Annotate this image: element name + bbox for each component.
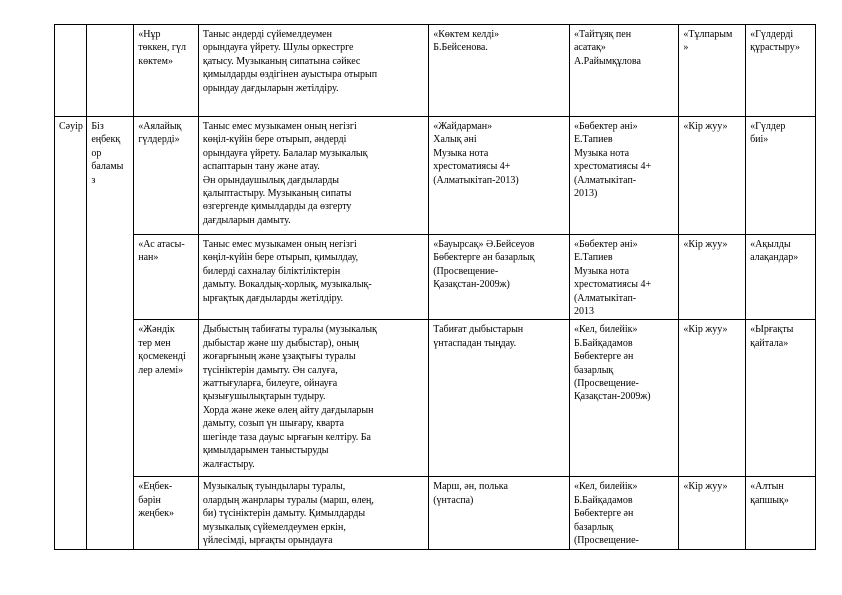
table-row: [55, 117, 816, 235]
table-row: [55, 25, 816, 117]
topic-cell: Біз еңбекқ ор баламы з: [87, 117, 134, 550]
game-cell: «Кір жуу»: [679, 235, 746, 320]
listening-cell: «Бауырсақ» Ә.Бейсеуов Бөбектерге ән базарлық (Просвещение- Қазақстан-2009ж): [429, 235, 570, 320]
listening-cell: «Көктем келді» Б.Бейсенова.: [429, 25, 570, 117]
month-cell: [55, 25, 87, 117]
listening-cell: Табиғат дыбыстарын үнтаспадан тыңдау.: [429, 320, 570, 477]
game-cell: «Кір жуу»: [679, 477, 746, 550]
singing-cell: «Бөбектер әні» Е.Тапиев Музыка нота хрестоматиясы 4+ (Алматыкітап- 2013: [569, 235, 678, 320]
dance-cell: «Ырғақты қайтала»: [746, 320, 816, 477]
subtopic-cell: «Аялайық гүлдерді»: [134, 117, 199, 235]
dance-cell: «Гүлдер биі»: [746, 117, 816, 235]
content-cell: Музыкалық туындылары туралы, олардың жанрлары туралы (марш, өлең, би) түсініктерін дамыту. Қимылдарды музыкалық сүйемелдеумен еркін, үйлесімді, ырғақты орындауға: [198, 477, 428, 550]
subtopic-cell: «Жәндік тер мен қосмекенді лер әлемі»: [134, 320, 199, 477]
content-cell: Дыбыстың табиғаты туралы (музыкалық дыбыстар және шу дыбыстар), оның жоғарғының және ұзақтығы туралы түсініктерін дамыту. Ән салуға, жаттығуларға, билеуге, ойнауға қызығушылықтарын тудыру. Хорда және жеке өлең айту дағдыларын дамыту, созып үн шығару, кварта шегінде таза дауыс ырғағын келтіру. Ба қимылдарымен таныстыруды жалғастыру.: [198, 320, 428, 477]
table-row: [55, 320, 816, 477]
game-cell: «Тұлпарым »: [679, 25, 746, 117]
game-cell: «Кір жуу»: [679, 117, 746, 235]
table-row: [55, 477, 816, 550]
dance-cell: «Алтын қапшық»: [746, 477, 816, 550]
subtopic-cell: «Нұр төккен, гүл көктем»: [134, 25, 199, 117]
listening-cell: «Жайдарман» Халық әні Музыка нота хрестоматиясы 4+ (Алматыкітап-2013): [429, 117, 570, 235]
content-cell: Таныс емес музыкамен оның негізгі көңіл-күйін бере отырып, қимылдау, билерді сахналау біліктіліктерін дамыту. Вокалдық-хорлық, музыкалық- ырғақтық дағдыларды жетілдіру.: [198, 235, 428, 320]
singing-cell: «Кел, билейік» Б.Байқадамов Бөбектерге ән базарлық (Просвещение-: [569, 477, 678, 550]
topic-cell: [87, 25, 134, 117]
singing-cell: «Кел, билейік» Б.Байқадамов Бөбектерге ән базарлық (Просвещение- Қазақстан-2009ж): [569, 320, 678, 477]
dance-cell: «Ақылды алақандар»: [746, 235, 816, 320]
subtopic-cell: «Ас атасы- нан»: [134, 235, 199, 320]
listening-cell: Марш, ән, полька (үнтаспа): [429, 477, 570, 550]
month-cell: Сәуір: [55, 117, 87, 550]
content-cell: Таныс әндерді сүйемелдеумен орындауға үйрету. Шулы оркестрге қатысу. Музыканың сипатына сәйкес қимылдарды өздігінен ауыстыра отырып орындау дағдыларын жетілдіру.: [198, 25, 428, 117]
lesson-plan-table: [54, 24, 816, 550]
dance-cell: «Гүлдерді құрастыру»: [746, 25, 816, 117]
subtopic-cell: «Еңбек- бәрін жеңбек»: [134, 477, 199, 550]
content-cell: Таныс емес музыкамен оның негізгі көңіл-күйін бере отырып, әндерді орындауға үйрету. Балалар музыкалық аспаптарын тану және атау. Ән орындаушылық дағдыларды қалыптастыру. Музыканың сипаты өзгергенде қимылдарды да өзгерту дағдыларын дамыту.: [198, 117, 428, 235]
table-row: [55, 235, 816, 320]
singing-cell: «Тайтұяқ пен асатақ» А.Райымқұлова: [569, 25, 678, 117]
game-cell: «Кір жуу»: [679, 320, 746, 477]
singing-cell: «Бөбектер әні» Е.Тапиев Музыка нота хрестоматиясы 4+ (Алматыкітап- 2013): [569, 117, 678, 235]
